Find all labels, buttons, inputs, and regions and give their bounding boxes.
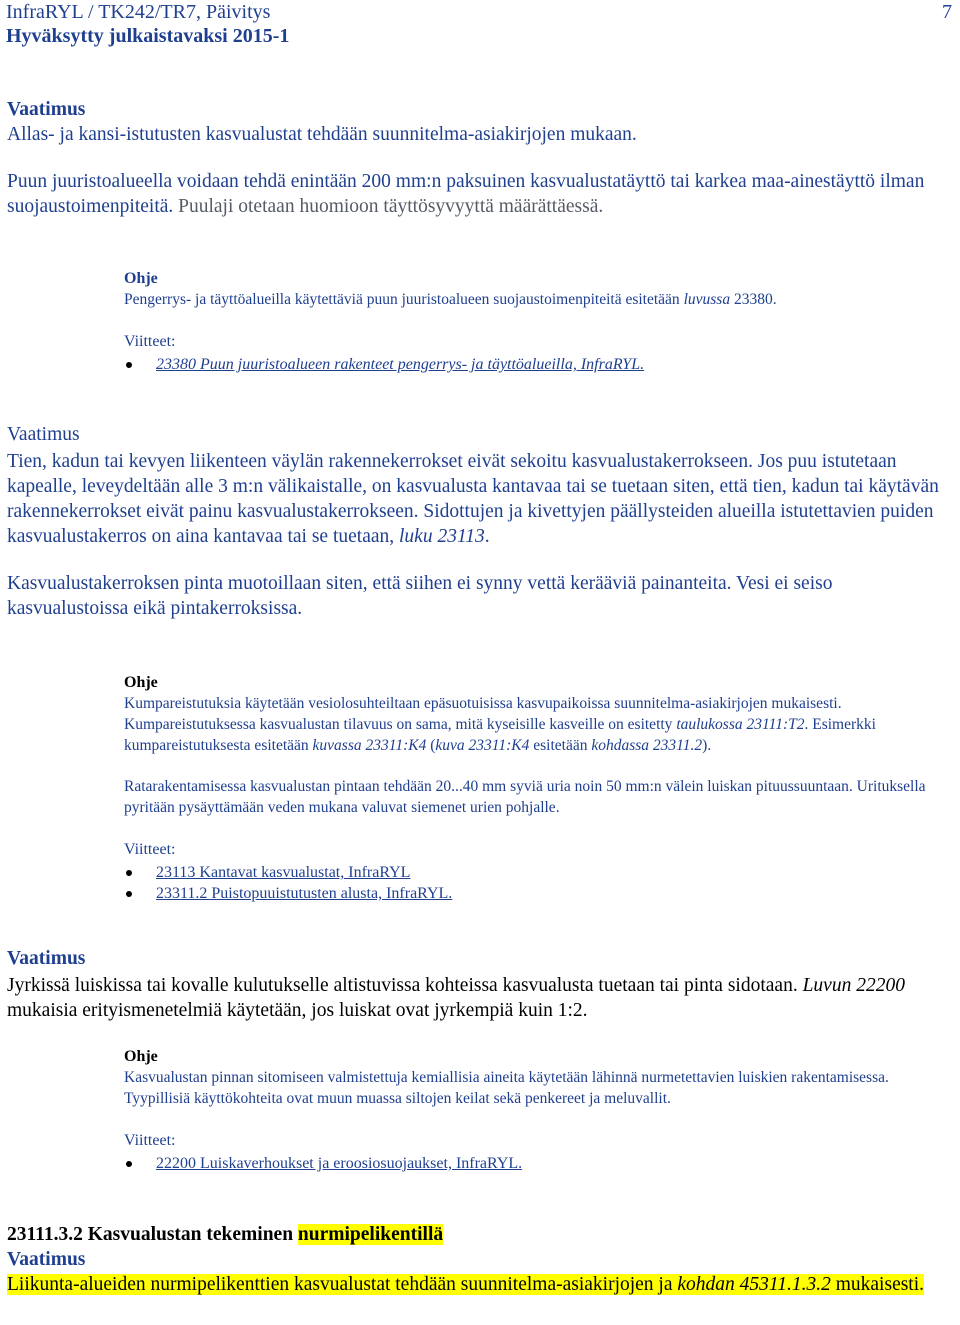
references-label: Viitteet: (124, 333, 176, 350)
guidance-text: Ratarakentamisessa kasvualustan pintaan tehdään 20...40 mm syviä uria noin 50 mm:n välein luiskan pituussuuntaan. Urituksella pyritään pysäyttämään veden mukana valuvat siemenet urien pohjalle. (124, 778, 926, 816)
requirement-text: Jyrkissä luiskissa tai kovalle kulutukselle altistuvissa kohteissa kasvualusta tuetaan tai pinta sidotaan. Luvun 22200 mukaisia erityismenetelmiä käytetään, jos luiskat ovat jyrkempiä kuin 1:2. (7, 975, 905, 1021)
requirement-text: Tien, kadun tai kevyen liikenteen väylän rakennekerrokset eivät sekoitu kasvualustakerrokseen. Jos puu istutetaan kapealle, leveydeltään alle 3 m:n välikaistalle, on kasvualusta kantavaa tai se tuetaan siten, että tien, kadun tai käytävän rakennekerrokset eivät painu kasvualustakerrokseen. Sidottujen ja kivettyjen päällysteiden alueilla istutettavien puiden kasvualustakerros on aina kantavaa tai se tuetaan, luku 23113. (7, 451, 939, 547)
reference-link[interactable]: 23380 Puun juuristoalueen rakenteet pengerrys- ja täyttöalueilla, InfraRYL. (156, 356, 645, 373)
reference-item (124, 862, 954, 883)
reference-link[interactable]: 22200 Luiskaverhoukset ja eroosiosuojaukset, InfraRYL. (156, 1155, 523, 1172)
requirement-label: Vaatimus (7, 99, 86, 120)
requirement-label: Vaatimus (7, 424, 80, 445)
requirement-section-1 (7, 97, 955, 219)
references-list (124, 354, 954, 375)
guidance-label: Ohje (124, 270, 158, 287)
requirement-text: Liikunta-alueiden nurmipelikenttien kasvualustat tehdään suunnitelma-asiakirjojen ja kohdan 45311.1.3.2 mukaisesti. (7, 1274, 925, 1295)
guidance-label: Ohje (124, 1048, 158, 1065)
guidance-section-3 (124, 1046, 954, 1174)
requirement-text: Allas- ja kansi-istutusten kasvualustat tehdään suunnitelma-asiakirjojen mukaan. (7, 124, 637, 145)
page-number: 7 (942, 1, 952, 23)
guidance-text: Kasvualustan pinnan sitomiseen valmistettuja kemiallisia aineita käytetään lähinnä nurmetettavien luiskien rakentamisessa. Tyypillisiä käyttökohteita ovat muun muassa siltojen keilat sekä penkereet ja meluvallit. (124, 1069, 889, 1107)
guidance-text: Pengerrys- ja täyttöalueilla käytettäviä puun juuristoalueen suojaustoimenpiteitä esitetään luvussa 23380. (124, 291, 777, 308)
requirement-text: Puun juuristoalueella voidaan tehdä enintään 200 mm:n paksuinen kasvualustatäyttö tai karkea maa-ainestäyttö ilman suojaustoimenpiteitä. Puulaji otetaan huomioon täyttösyvyyttä määrättäessä. (7, 171, 925, 217)
references-label: Viitteet: (124, 841, 176, 858)
section-heading: 23111.3.2 Kasvualustan tekeminen nurmipelikentillä (7, 1224, 444, 1245)
reference-item (124, 354, 954, 375)
references-list (124, 862, 954, 904)
guidance-section-1 (124, 268, 954, 375)
requirement-section-3 (7, 946, 955, 1023)
requirement-text: Kasvualustakerroksen pinta muotoillaan siten, että siihen ei synny vettä kerääviä painanteita. Vesi ei seiso kasvualustoissa eikä pintakerroksissa. (7, 573, 833, 619)
requirement-section-2 (7, 422, 955, 621)
subsection-23111-3-2 (7, 1222, 955, 1297)
references-label: Viitteet: (124, 1132, 176, 1149)
guidance-text: Kumpareistutuksia käytetään vesiolosuhteiltaan epäsuotuisissa kasvupaikoissa suunnitelma-asiakirjojen mukaisesti. Kumpareistutuksessa kasvualustan tilavuus on sama, mitä kyseisille kasveille on esitetty taulukossa 23111:T2. Esimerkki kumpareistutuksesta esitetään kuvassa 23311:K4 (kuva 23311:K4 esitetään kohdassa 23311.2). (124, 695, 876, 754)
reference-link[interactable]: 23113 Kantavat kasvualustat, InfraRYL (156, 864, 411, 881)
guidance-label: Ohje (124, 674, 158, 691)
guidance-section-2 (124, 672, 954, 904)
requirement-label: Vaatimus (7, 948, 86, 969)
references-list (124, 1153, 954, 1174)
reference-item (124, 883, 954, 904)
requirement-label: Vaatimus (7, 1249, 86, 1270)
reference-link[interactable]: 23311.2 Puistopuuistutusten alusta, InfraRYL. (156, 885, 453, 902)
document-title: InfraRYL / TK242/TR7, Päivitys (6, 1, 271, 23)
reference-item (124, 1153, 954, 1174)
approval-status: Hyväksytty julkaistavaksi 2015-1 (6, 25, 290, 47)
